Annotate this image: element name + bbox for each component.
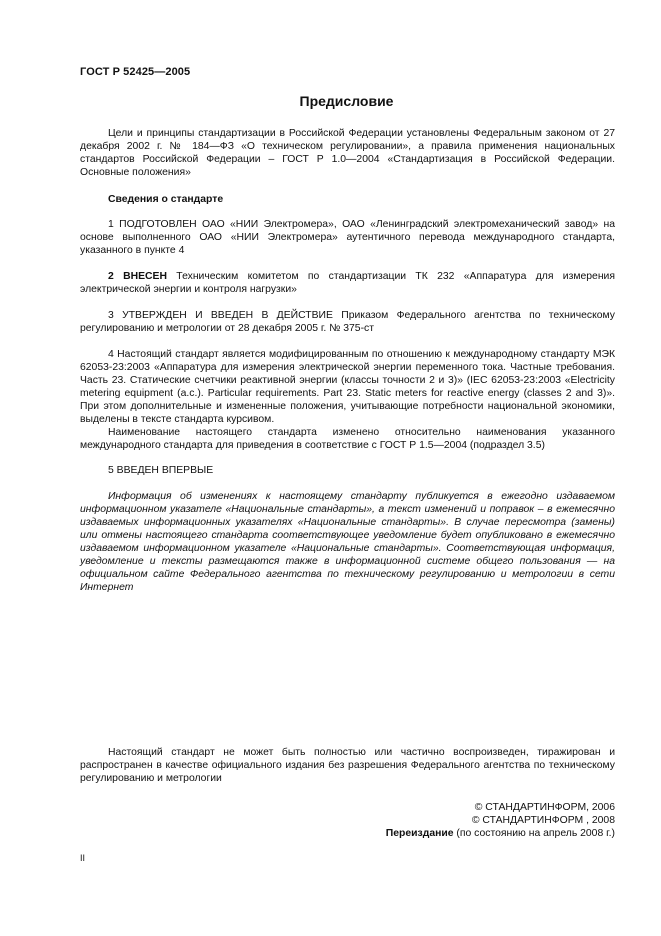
item-2-text: Техническим комитетом по стандартизации ТК 232 «Аппаратура для измерения электрической энергии и контроля нагрузки» [80, 271, 615, 295]
page-number: II [80, 853, 86, 863]
intro-paragraph [80, 127, 615, 179]
reissue-line [386, 827, 615, 840]
copyright-notice-text: Настоящий стандарт не может быть полностью или частично воспроизведен, тиражирован и распространен в качестве официального издания без разрешения Федерального агентства по техническому регулированию и метрологии [80, 747, 615, 784]
copyright-notice [80, 746, 615, 785]
item-4-text: 4 Настоящий стандарт является модифицированным по отношению к международному стандарту МЭК 62053-23:2003 «Аппаратура для измерения электрической энергии переменного тока. Частные требования. Часть 23. Статические счетчики реактивной энергии (классы точности 2 и 3)» (IEC 62053-23:2003 «Electricity metering equipment (a.c.). Particular requirements. Part 23. Static meters for reactive energy (classes 2 and 3)». При этом дополнительные и измененные положения, учитывающие потребности национальной экономики, выделены в тексте стандарта курсивом. [80, 349, 615, 425]
copyright-2: © СТАНДАРТИНФОРМ , 2008 [471, 815, 615, 826]
item-3-text: 3 УТВЕРЖДЕН И ВВЕДЕН В ДЕЙСТВИЕ Приказом Федерального агентства по техническому регулированию и метрологии от 28 декабря 2005 г. № 375-ст [80, 310, 615, 334]
item-3 [80, 309, 615, 335]
standard-info-heading: Сведения о стандарте [108, 194, 224, 205]
copyright-1: © СТАНДАРТИНФОРМ, 2006 [474, 802, 615, 813]
document-code: ГОСТ Р 52425—2005 [80, 66, 191, 78]
item-2-lead: 2 ВНЕСЕН [108, 271, 167, 282]
change-info-block [80, 490, 615, 594]
item-4-note: Наименование настоящего стандарта изменено относительно наименования указанного международного стандарта для приведения в соответствие с ГОСТ Р 1.5—2004 (подраздел 3.5) [80, 427, 615, 451]
item-5-text: 5 ВВЕДЕН ВПЕРВЫЕ [108, 465, 214, 476]
intro-text: Цели и принципы стандартизации в Российской Федерации установлены Федеральным законом от 27 декабря 2002 г. № 184—ФЗ «О техническом регулировании», а правила применения национальных стандартов Российской Федерации – ГОСТ Р 1.0—2004 «Стандартизация в Российской Федерации. Основные положения» [80, 128, 615, 178]
item-1 [80, 218, 615, 257]
item-2 [80, 270, 615, 296]
item-4 [80, 348, 615, 452]
item-1-text: 1 ПОДГОТОВЛЕН ОАО «НИИ Электромера», ОАО «Ленинградский электромеханический завод» на основе выполненного ОАО «НИИ Электромера» аутентичного перевода международного стандарта, указанного в пункте 4 [80, 219, 615, 256]
reissue-lead: Переиздание [385, 828, 454, 839]
item-5 [80, 464, 615, 477]
change-info-text: Информация об изменениях к настоящему стандарту публикуется в ежегодно издаваемом информационном указателе «Национальные стандарты», а текст изменений и поправок – в ежемесячно издаваемых информационных указателях «Национальные стандарты». В случае пересмотра (замены) или отмены настоящего стандарта соответствующее уведомление будет опубликовано в ежемесячно издаваемом информационном указателе «Национальные стандарты». Соответствующая информация, уведомление и тексты размещаются также в информационной системе общего пользования — на официальном сайте Федерального агентства по техническому регулированию и метрологии в сети Интернет [80, 491, 615, 593]
reissue-text: (по состоянию на апрель 2008 г.) [453, 828, 615, 839]
page-title: Предисловие [299, 93, 394, 109]
